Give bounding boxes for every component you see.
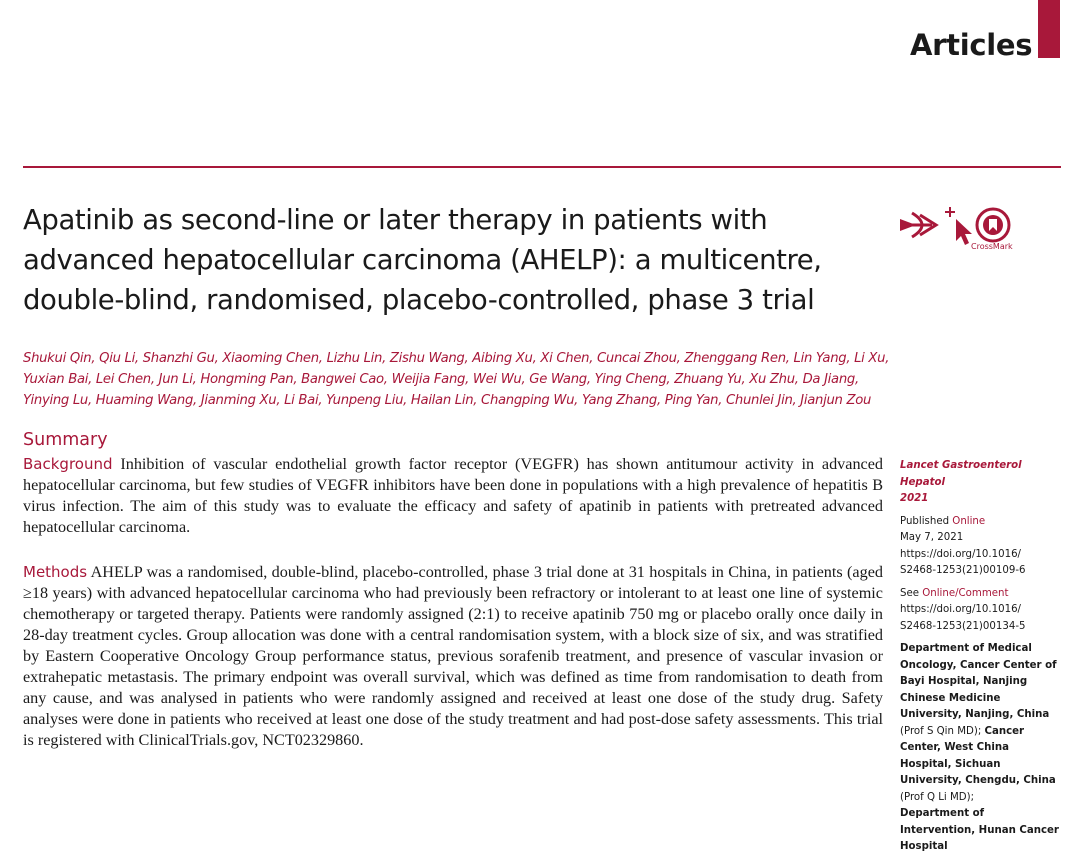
published-online-link[interactable]: Online	[952, 515, 986, 527]
article-sidebar	[900, 458, 1060, 856]
affiliation-1: Department of Medical Oncology, Cancer Center of Bayi Hospital, Nanjing Chinese Medicine University, Nanjing, China	[900, 643, 1057, 720]
doi-link-2[interactable]: https://doi.org/10.1016/	[900, 604, 1021, 615]
affiliations	[900, 641, 1060, 856]
section-label: Articles	[910, 28, 1033, 62]
published-prefix: Published	[900, 515, 953, 527]
online-comment-link[interactable]: Online/Comment	[922, 587, 1009, 599]
methods-text: AHELP was a randomised, double-blind, placebo-controlled, phase 3 trial done at 31 hospitals in China, in patients (aged ≥18 years) with advanced hepatocellular carcinoma who had previously been refractory or intolerant to at least one line of systemic chemotherapy or targeted therapy. Patients were randomly assigned (2:1) to receive apatinib 750 mg or placebo orally once daily in 28-day treatment cycles. Group allocation was done with a central randomisation system, with a block size of six, and was stratified by Eastern Cooperative Oncology Group performance status, previous sorafenib treatment, and presence of vascular invasion or extrahepatic metastasis. The primary endpoint was overall survival, which was defined as time from randomisation to death from any cause, and was analysed in patients who were randomly assigned and received at least one dose of the study drug. Safety analyses were done in patients who received at least one dose of the study treatment and had post-dose safety assessments. This trial is registered with ClinicalTrials.gov, NCT02329860.	[23, 563, 883, 749]
journal-year: 2021	[900, 493, 929, 504]
methods-paragraph	[23, 562, 883, 751]
crossmark-label: CrossMark	[971, 242, 1013, 251]
background-label: Background	[23, 455, 113, 473]
cursor-click-icon[interactable]	[945, 207, 972, 245]
published-date: May 7, 2021	[900, 532, 964, 543]
methods-label: Methods	[23, 563, 88, 581]
header-rule	[23, 166, 1061, 168]
doi-link-1[interactable]: https://doi.org/10.1016/	[900, 548, 1021, 560]
article-tools	[898, 205, 1048, 255]
published-line	[900, 514, 1060, 531]
doi-link-1-suffix[interactable]: S2468-1253(21)00109-6	[900, 565, 1026, 576]
summary-heading: Summary	[23, 430, 108, 450]
background-text: Inhibition of vascular endothelial growth factor receptor (VEGFR) has shown antitumour activity in advanced hepatocellular carcinoma, but few studies of VEGFR inhibitors have been done in populations with a high prevalence of hepatitis B virus infection. The aim of this study was to evaluate the efficacy and safety of apatinib in patients with pretreated advanced hepatocellular carcinoma.	[23, 455, 883, 536]
affiliation-2: Cancer Center, West China Hospital, Sichuan University, Chengdu, China	[900, 725, 1056, 786]
affiliation-3: Department of Intervention, Hunan Cancer Hospital	[900, 808, 1059, 852]
affiliation-1-person: (Prof S Qin MD);	[900, 725, 985, 737]
journal-name: Lancet Gastroenterol Hepatol	[900, 460, 1022, 488]
background-paragraph	[23, 454, 883, 538]
author-list: Shukui Qin, Qiu Li, Shanzhi Gu, Xiaoming Chen, Lizhu Lin, Zishu Wang, Aibing Xu, Xi Chen, Cuncai Zhou, Zhenggang Ren, Lin Yang, Li Xu, Yuxian Bai, Lei Chen, Jun Li, Hongming Pan, Bangwei Cao, Weijia Fang, Wei Wu, Ge Wang, Ying Cheng, Zhuang Yu, Xu Zhu, Da Jiang, Yinying Lu, Huaming Wang, Jianming Xu, Li Bai, Yunpeng Liu, Hailan Lin, Changping Wu, Yang Zhang, Ping Yan, Chunlei Jin, Jianjun Zou	[23, 351, 890, 408]
share-icon[interactable]	[900, 213, 936, 237]
affiliation-2-person: (Prof Q Li MD);	[900, 791, 975, 803]
crossmark-icon[interactable]	[977, 209, 1009, 241]
section-color-tab	[1038, 0, 1060, 58]
see-comment-line	[900, 586, 1060, 603]
see-prefix: See	[900, 587, 923, 599]
doi-link-2-suffix[interactable]: S2468-1253(21)00134-5	[900, 620, 1026, 632]
article-title: Apatinib as second-line or later therapy in patients with advanced hepatocellular carcinoma (AHELP): a multicentre, double-blind, randomised, placebo-controlled, phase 3 trial	[23, 204, 822, 316]
